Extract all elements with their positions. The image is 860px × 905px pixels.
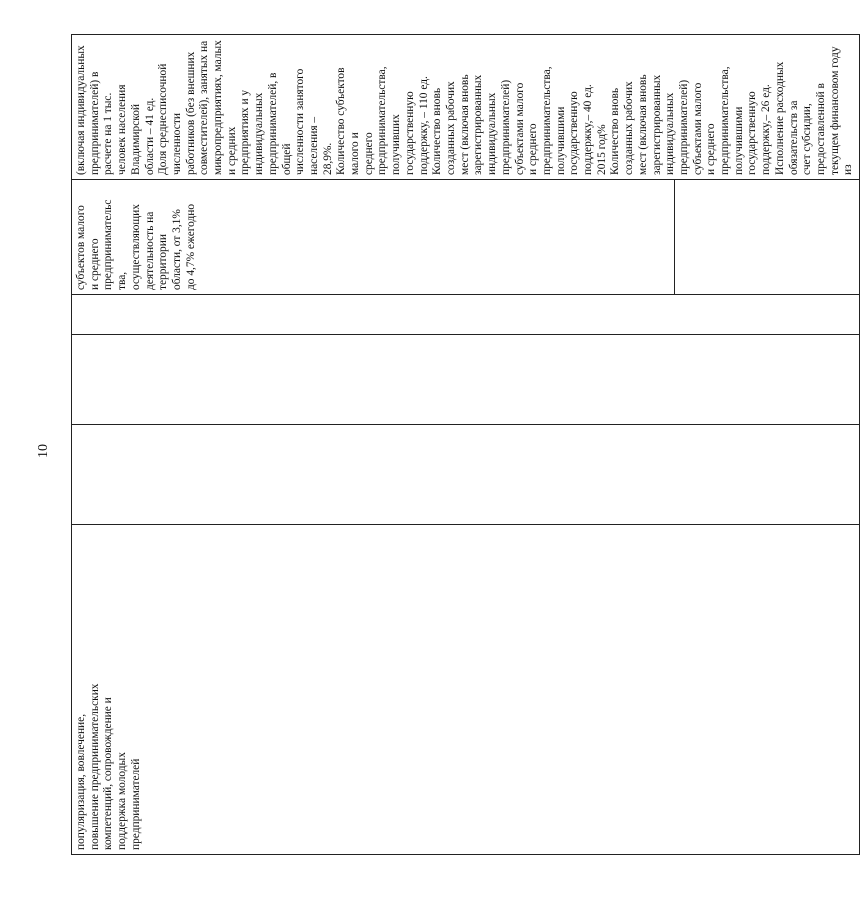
table-cell-empty (72, 295, 860, 335)
result-description: субъектов малого и среднего предпринимательс тва, осуществляющих деятельность на территории области, от 3,1% до 4,7% ежегодно (75, 199, 197, 290)
table-cell-empty (72, 425, 860, 525)
table-row (72, 35, 675, 855)
page-number: 10 (36, 444, 51, 458)
table-cell-indicators (72, 35, 860, 180)
program-table (71, 34, 860, 855)
table-cell-empty (72, 335, 860, 425)
indicators-description: (включая индивидуальных предпринимателей) в расчете на 1 тыс. человек населения Владимирской области – 41 ед. Доля среднесписочной численности работников (без внешних совместителей), занятых на микропредприятиях, малых и средних предприятиях и у индивидуальных предпринимателей, в общей численности занятого населения – 28,9%. Количество субъектов малого и среднего предпринимательства, получивших государственную поддержку, – 110 ед. Количество вновь созданных рабочих мест (включая вновь зарегистрированных индивидуальных предпринимателей) субъектами малого и среднего предпринимательства, получившими государственную поддержку,– 40 ед. 2015 год% Количество вновь созданных рабочих мест (включая вновь зарегистрированных индивидуальных предпринимателей) субъектами малого и среднего предпринимательства, получившими государственную поддержку,– 26 ед. Исполнение расходных обязательств за счет субсидии, предоставленной в текущем финансовом году из (75, 40, 855, 175)
rotated-table-region (71, 35, 855, 855)
table-cell-activity (72, 525, 860, 855)
activity-description: популяризация, вовлечение, повышение предпринимательских компетенций, сопровождение и поддержка молодых предпринимателей (75, 683, 142, 850)
table-cell-empty (674, 180, 859, 295)
table-cell-result (72, 180, 675, 295)
